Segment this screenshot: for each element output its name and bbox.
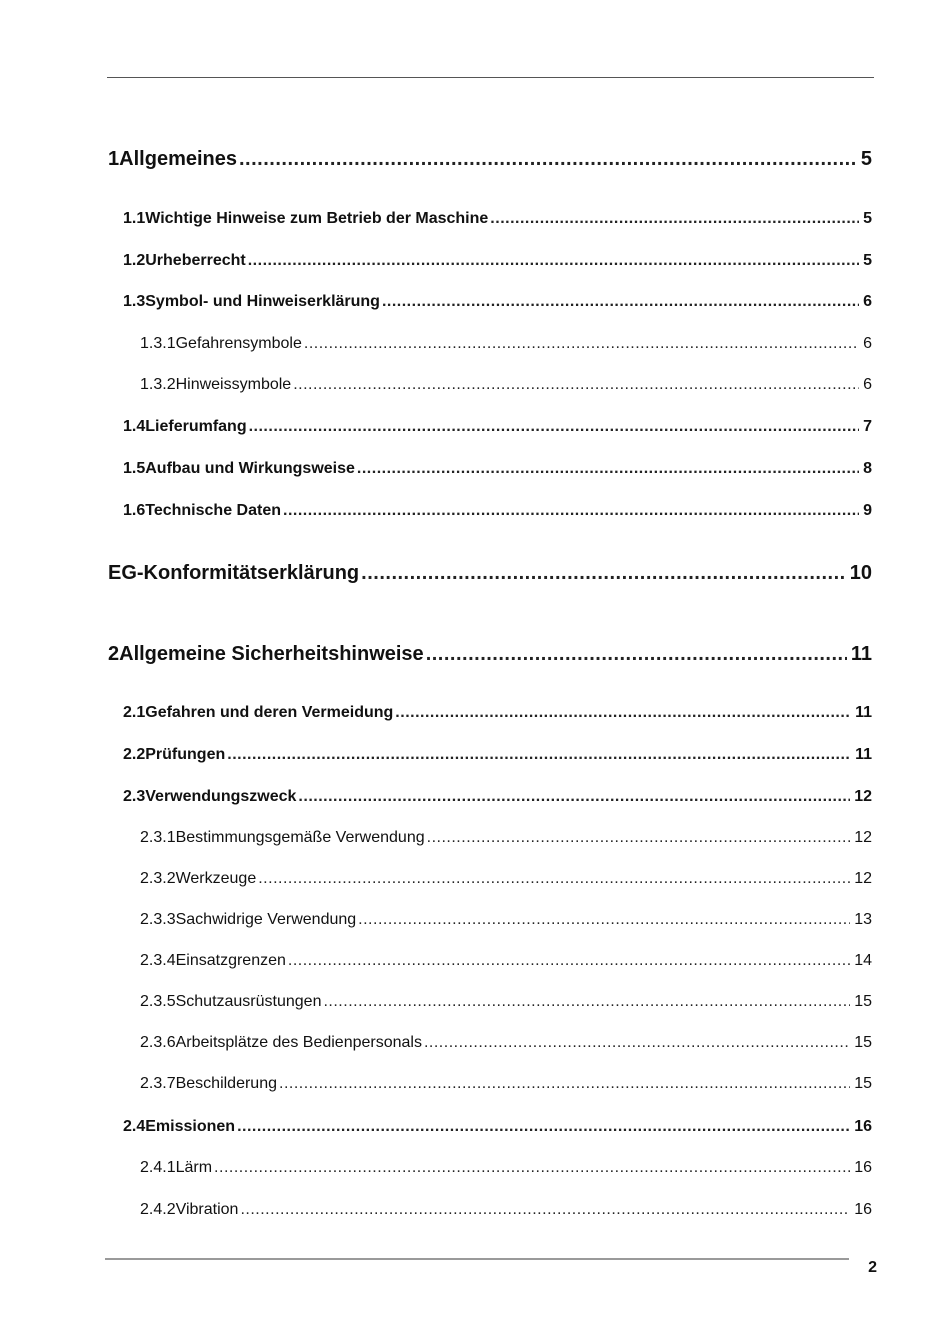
toc-entry-page: 16	[854, 1118, 872, 1135]
toc-entry-title: Allgemeines	[119, 148, 237, 170]
toc-entry-number: 1.3	[123, 293, 146, 310]
toc-entry-page: 5	[860, 148, 872, 170]
toc-entry-section[interactable]	[123, 704, 872, 722]
toc-entry-section[interactable]	[123, 788, 872, 806]
dot-leader	[361, 562, 846, 585]
toc-entry-title: Schutzausrüstungen	[175, 993, 322, 1010]
toc-entry-title: Lärm	[175, 1159, 213, 1176]
toc-entry-page: 8	[863, 460, 872, 477]
dot-leader	[298, 788, 850, 806]
dot-leader	[426, 643, 847, 666]
toc-entry-number: 2.3.6	[140, 1034, 176, 1051]
toc-entry-section[interactable]	[123, 460, 872, 478]
toc-entry-subsection[interactable]	[140, 911, 872, 929]
toc-entry-number: 2.3.5	[140, 993, 176, 1010]
dot-leader	[258, 870, 850, 888]
toc-entry-chapter[interactable]	[108, 562, 872, 585]
dot-leader	[424, 1034, 850, 1052]
dot-leader	[490, 210, 859, 228]
dot-leader	[279, 1075, 850, 1093]
dot-leader	[395, 704, 851, 722]
toc-entry-subsection[interactable]	[140, 829, 872, 847]
dot-leader	[357, 460, 859, 478]
dot-leader	[358, 911, 850, 929]
toc-entry-subsection[interactable]	[140, 1075, 872, 1093]
toc-entry-page: 5	[863, 210, 872, 227]
toc-entry-title: Verwendungszweck	[145, 788, 297, 805]
toc-entry-section[interactable]	[123, 293, 872, 311]
dot-leader	[382, 293, 859, 311]
dot-leader	[427, 829, 851, 847]
toc-entry-title: Bestimmungsgemäße Verwendung	[175, 829, 425, 846]
toc-entry-page: 11	[850, 643, 872, 665]
toc-entry-page: 11	[855, 704, 872, 721]
toc-entry-number: 1.1	[123, 210, 146, 227]
footer-rule	[105, 1258, 849, 1260]
dot-leader	[248, 252, 859, 270]
toc-entry-number: 1.4	[123, 418, 146, 435]
dot-leader	[293, 376, 859, 394]
toc-entry-number: 2.3.1	[140, 829, 176, 846]
toc-entry-title: Aufbau und Wirkungsweise	[145, 460, 355, 477]
toc-entry-title: Lieferumfang	[145, 418, 247, 435]
toc-entry-title: Emissionen	[145, 1118, 236, 1135]
dot-leader	[214, 1159, 850, 1177]
dot-leader	[249, 418, 860, 436]
toc-entry-section[interactable]	[123, 210, 872, 228]
toc-entry-subsection[interactable]	[140, 952, 872, 970]
toc-entry-number: 1.5	[123, 460, 146, 477]
toc-entry-page: 15	[854, 1075, 872, 1092]
dot-leader	[237, 1118, 850, 1136]
toc-entry-number: 2.3.7	[140, 1075, 176, 1092]
toc-entry-page: 9	[863, 502, 872, 519]
toc-entry-number: 2.2	[123, 746, 146, 763]
dot-leader	[304, 335, 859, 353]
toc-entry-title: Urheberrecht	[145, 252, 246, 269]
toc-entry-title: Symbol- und Hinweiserklärung	[145, 293, 380, 310]
toc-entry-subsection[interactable]	[140, 1159, 872, 1177]
toc-entry-title: Einsatzgrenzen	[175, 952, 286, 969]
toc-entry-number: 2.3	[123, 788, 146, 805]
toc-entry-number: 2.3.3	[140, 911, 176, 928]
toc-entry-page: 14	[854, 952, 872, 969]
toc-entry-title: Wichtige Hinweise zum Betrieb der Maschine	[145, 210, 489, 227]
dot-leader	[240, 1201, 850, 1219]
toc-entry-subsection[interactable]	[140, 993, 872, 1011]
toc-entry-number: 2.4.2	[140, 1201, 176, 1218]
toc-entry-subsection[interactable]	[140, 335, 872, 353]
dot-leader	[288, 952, 850, 970]
toc-entry-number: 2.3.2	[140, 870, 176, 887]
toc-entry-title: Allgemeine Sicherheitshinweise	[119, 643, 424, 665]
toc-entry-page: 6	[863, 293, 872, 310]
toc-entry-title: Werkzeuge	[175, 870, 257, 887]
page-number: 2	[868, 1259, 877, 1276]
toc-entry-page: 15	[854, 1034, 872, 1051]
toc-entry-number: 2.4.1	[140, 1159, 176, 1176]
toc-entry-number: 2.4	[123, 1118, 146, 1135]
toc-entry-title: Prüfungen	[145, 746, 226, 763]
toc-entry-title: Gefahrensymbole	[175, 335, 302, 352]
toc-entry-section[interactable]	[123, 1118, 872, 1136]
dot-leader	[227, 746, 851, 764]
toc-entry-number: 2.3.4	[140, 952, 176, 969]
toc-entry-number: 2	[108, 643, 120, 665]
toc-entry-title: Hinweissymbole	[175, 376, 292, 393]
toc-entry-section[interactable]	[123, 502, 872, 520]
toc-entry-subsection[interactable]	[140, 1201, 872, 1219]
toc-entry-subsection[interactable]	[140, 870, 872, 888]
toc-entry-title: Sachwidrige Verwendung	[175, 911, 357, 928]
dot-leader	[283, 502, 859, 520]
header-rule	[107, 77, 874, 78]
toc-entry-section[interactable]	[123, 746, 872, 764]
toc-entry-page: 10	[849, 562, 872, 584]
toc-entry-title: Arbeitsplätze des Bedienpersonals	[175, 1034, 422, 1051]
toc-entry-page: 16	[854, 1159, 872, 1176]
toc-entry-page: 11	[855, 746, 872, 763]
toc-entry-page: 13	[854, 911, 872, 928]
toc-entry-chapter[interactable]	[108, 148, 872, 171]
toc-entry-page: 7	[863, 418, 872, 435]
toc-entry-number: 2.1	[123, 704, 146, 721]
toc-entry-section[interactable]	[123, 252, 872, 270]
toc-entry-title: Beschilderung	[175, 1075, 277, 1092]
dot-leader	[323, 993, 850, 1011]
toc-entry-section[interactable]	[123, 418, 872, 436]
toc-entry-page: 5	[863, 252, 872, 269]
dot-leader	[239, 148, 857, 171]
toc-entry-title: Technische Daten	[145, 502, 281, 519]
toc-entry-page: 12	[854, 829, 872, 846]
toc-entry-number: 1.3.1	[140, 335, 176, 352]
toc-entry-number: 1.3.2	[140, 376, 176, 393]
toc-entry-page: 16	[854, 1201, 872, 1218]
toc-entry-title: EG-Konformitätserklärung	[108, 562, 360, 584]
toc-entry-title: Gefahren und deren Vermeidung	[145, 704, 394, 721]
toc-entry-page: 12	[854, 870, 872, 887]
toc-entry-subsection[interactable]	[140, 376, 872, 394]
toc-entry-chapter[interactable]	[108, 643, 872, 666]
toc-entry-subsection[interactable]	[140, 1034, 872, 1052]
toc-entry-page: 6	[863, 376, 872, 393]
toc-entry-page: 12	[854, 788, 872, 805]
toc-entry-page: 6	[863, 335, 872, 352]
toc-entry-number: 1.2	[123, 252, 146, 269]
toc-entry-title: Vibration	[175, 1201, 239, 1218]
toc-entry-number: 1	[108, 148, 120, 170]
toc-entry-number: 1.6	[123, 502, 146, 519]
toc-entry-page: 15	[854, 993, 872, 1010]
